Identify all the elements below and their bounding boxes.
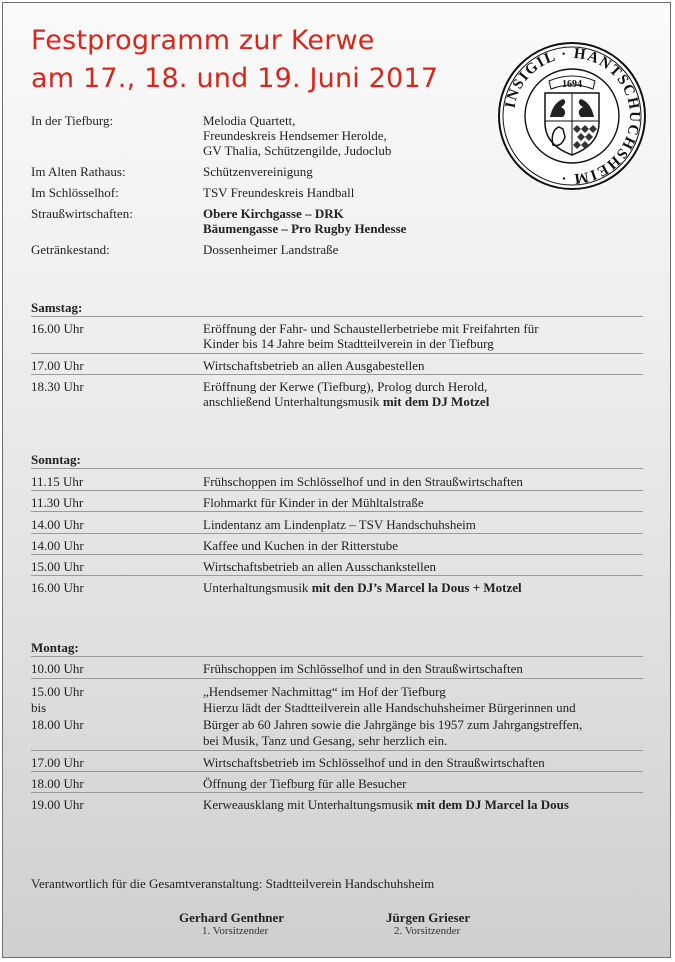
event-text: Bürger ab 60 Jahren sowie die Jahrgänge bis 1957 zum Jahrgangstreffen,	[203, 717, 583, 732]
event-time: 18.30 Uhr	[31, 379, 84, 394]
event-time-bis: bis	[31, 700, 47, 715]
location-label: Im Alten Rathaus:	[31, 164, 126, 179]
day-heading: Sonntag:	[31, 452, 81, 467]
responsible-note: Verantwortlich für die Gesamtveranstaltung: Stadtteilverein Handschuhsheim	[31, 876, 435, 891]
event-text: Kinder bis 14 Jahre beim Stadtteilverein in der Tiefburg	[203, 336, 494, 351]
event-time: 19.00 Uhr	[31, 797, 84, 812]
divider	[31, 575, 643, 576]
event-text: Lindentanz am Lindenplatz – TSV Handschuhsheim	[203, 517, 476, 532]
day-heading: Montag:	[31, 640, 79, 655]
event-time: 18.00 Uhr	[31, 776, 84, 791]
divider	[31, 316, 643, 317]
event-text: anschließend Unterhaltungsmusik mit dem DJ Motzel	[203, 394, 490, 409]
event-text: Wirtschaftsbetrieb an allen Ausschankstellen	[203, 559, 437, 574]
location-value: Schützenvereinigung	[203, 164, 313, 179]
signature-name-1: Gerhard Genthner	[179, 910, 285, 925]
event-text: Kaffee und Kuchen in der Ritterstube	[203, 538, 399, 553]
event-time: 17.00 Uhr	[31, 755, 84, 770]
signature-role-1: 1. Vorsitzender	[202, 925, 269, 937]
location-value: Obere Kirchgasse – DRK	[203, 206, 344, 221]
event-text: Kerweausklang mit Unterhaltungsmusik mit dem DJ Marcel la Dous	[203, 797, 569, 812]
event-text: Hierzu lädt der Stadtteilverein alle Handschuhsheimer Bürgerinnen und	[203, 700, 576, 715]
divider	[31, 533, 643, 534]
event-text: Öffnung der Tiefburg für alle Besucher	[203, 776, 407, 791]
location-value: Dossenheimer Landstraße	[203, 242, 339, 257]
event-time: 11.30 Uhr	[31, 495, 84, 510]
program-page	[2, 2, 671, 958]
divider	[31, 771, 643, 772]
event-text: „Hendsemer Nachmittag“ im Hof der Tiefburg	[203, 684, 446, 699]
signature-role-2: 2. Vorsitzender	[394, 925, 461, 937]
divider	[31, 374, 643, 375]
divider	[31, 554, 643, 555]
event-text: Wirtschaftsbetrieb an allen Ausgabestellen	[203, 358, 425, 373]
divider	[31, 468, 643, 469]
location-value: Melodia Quartett,	[203, 113, 296, 128]
divider	[31, 750, 643, 751]
event-text: Wirtschaftsbetrieb im Schlösselhof und in den Straußwirtschaften	[203, 755, 545, 770]
location-label: In der Tiefburg:	[31, 113, 114, 128]
location-value: Bäumengasse – Pro Rugby Hendesse	[203, 221, 407, 236]
event-time: 16.00 Uhr	[31, 321, 84, 336]
event-text: bei Musik, Tanz und Gesang, sehr herzlich ein.	[203, 733, 448, 748]
event-text: Flohmarkt für Kinder in der Mühltalstraße	[203, 495, 424, 510]
divider	[31, 656, 643, 657]
svg-text:INSIGIL · HANTSCHUCHSHEIM ·: INSIGIL · HANTSCHUCHSHEIM ·	[502, 45, 643, 187]
divider	[31, 678, 643, 679]
signature-name-2: Jürgen Grieser	[386, 910, 471, 925]
location-value: GV Thalia, Schützengilde, Judoclub	[203, 143, 392, 158]
handschuhsheim-seal-icon	[497, 41, 647, 191]
title-line-1: Festprogramm zur Kerwe	[31, 25, 375, 56]
divider	[31, 511, 643, 512]
divider	[31, 792, 643, 793]
location-value: TSV Freundeskreis Handball	[203, 185, 355, 200]
event-text: Eröffnung der Fahr- und Schaustellerbetriebe mit Freifahrten für	[203, 321, 539, 336]
event-time: 15.00 Uhr	[31, 684, 84, 699]
event-text: Unterhaltungsmusik mit den DJ’s Marcel la Dous + Motzel	[203, 580, 522, 595]
title-line-2: am 17., 18. und 19. Juni 2017	[31, 63, 439, 94]
location-label: Getränkestand:	[31, 242, 110, 257]
divider	[31, 490, 643, 491]
event-text: Frühschoppen im Schlösselhof und in den Straußwirtschaften	[203, 474, 523, 489]
event-time: 18.00 Uhr	[31, 717, 84, 732]
svg-text:1694: 1694	[562, 79, 582, 90]
event-text: Eröffnung der Kerwe (Tiefburg), Prolog durch Herold,	[203, 379, 488, 394]
event-time: 17.00 Uhr	[31, 358, 84, 373]
event-time: 10.00 Uhr	[31, 661, 84, 676]
divider	[31, 353, 643, 354]
day-heading: Samstag:	[31, 300, 83, 315]
event-time: 14.00 Uhr	[31, 538, 84, 553]
location-label: Im Schlösselhof:	[31, 185, 119, 200]
event-text: Frühschoppen im Schlösselhof und in den Straußwirtschaften	[203, 661, 523, 676]
location-value: Freundeskreis Hendsemer Herolde,	[203, 128, 387, 143]
event-time: 14.00 Uhr	[31, 517, 84, 532]
event-time: 16.00 Uhr	[31, 580, 84, 595]
event-time: 11.15 Uhr	[31, 474, 84, 489]
location-label: Straußwirtschaften:	[31, 206, 133, 221]
event-time: 15.00 Uhr	[31, 559, 84, 574]
